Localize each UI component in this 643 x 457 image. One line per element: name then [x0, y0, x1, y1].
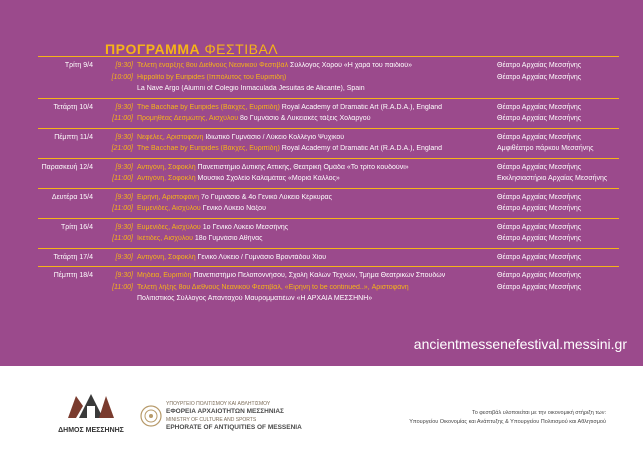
event-time: [11:00] [112, 235, 133, 243]
title-bold: ΠΡΟΓΡΑΜΜΑ [105, 41, 201, 57]
event-description [137, 254, 497, 261]
event-time: [21:00] [111, 145, 133, 153]
performer: 18ο Γυμνάσιο Αθήνας [192, 235, 263, 243]
event-description [137, 62, 497, 69]
play-title: Τελετή έναρξης 8ου Διεθνούς Νεανικού Φεστιβάλ [137, 62, 289, 70]
event-venue: Θέατρο Αρχαίας Μεσσήνης [497, 115, 582, 123]
event-time: [11:00] [112, 175, 133, 183]
event-time: [11:00] [112, 205, 133, 213]
event-time: [11:00] [112, 283, 133, 291]
play-title: The Bacchae by Euripides (Βάκχες, Ευριπίδη) [137, 103, 280, 111]
schedule-day [38, 266, 619, 308]
event-venue: Εκκλησιαστήριο Αρχαίας Μεσσήνης [497, 175, 608, 183]
event-venue: Θέατρο Αρχαίας Μεσσήνης [497, 205, 582, 213]
event-description [137, 284, 497, 291]
schedule-row [38, 60, 619, 72]
schedule-day [38, 98, 619, 128]
eph-ministry-gr: ΥΠΟΥΡΓΕΙΟ ΠΟΛΙΤΙΣΜΟΥ ΚΑΙ ΑΘΛΗΤΙΣΜΟΥ [166, 401, 271, 407]
schedule-row [38, 192, 619, 204]
event-venue: Θέατρο Αρχαίας Μεσσήνης [497, 223, 582, 231]
schedule-row [38, 143, 619, 155]
schedule-row [38, 162, 619, 174]
eph-ministry-en: MINISTRY OF CULTURE AND SPORTS [166, 417, 257, 423]
page-title [105, 41, 278, 57]
event-time: [9:30] [115, 193, 133, 201]
event-description [137, 74, 497, 81]
title-light: ΦΕΣΤΙΒΑΛ [204, 41, 279, 57]
dimos-messinis-logo [56, 392, 126, 434]
day-date: Τετάρτη 17/4 [53, 253, 93, 261]
day-date: Τρίτη 16/4 [60, 223, 93, 231]
schedule-row [38, 282, 619, 294]
play-title: Αντιγόνη, Σοφοκλή [137, 175, 196, 183]
play-title: Ευμενίδες, Αισχύλου [137, 205, 201, 213]
performer: Royal Academy of Dramatic Art (R.A.D.A.), England [279, 103, 443, 111]
event-description [137, 115, 497, 122]
dimos-logo-icon [66, 392, 116, 420]
event-venue: Αμφιθέατρο πάρκου Μεσσήνης [497, 145, 594, 153]
event-time: [10:00] [111, 73, 133, 81]
event-venue: Θέατρο Αρχαίας Μεσσήνης [497, 73, 582, 81]
event-venue: Θέατρο Αρχαίας Μεσσήνης [497, 283, 582, 291]
event-time: [9:30] [115, 103, 133, 111]
eph-ephorate-gr: ΕΦΟΡΕΙΑ ΑΡΧΑΙΟΤΗΤΩΝ ΜΕΣΣΗΝΙΑΣ [166, 408, 284, 415]
sponsor-note [409, 409, 606, 427]
play-title: Ευμενίδες, Αισχύλου [137, 223, 201, 231]
event-description [137, 224, 497, 231]
day-date: Τετάρτη 10/4 [53, 103, 93, 111]
play-title: Προμηθέας Δεσμώτης, Αισχύλου [137, 115, 239, 123]
schedule-row [38, 203, 619, 215]
event-description [137, 145, 497, 152]
event-description [137, 164, 497, 171]
performer: Γενικό Λύκειο Νάξου [200, 205, 266, 213]
event-time: [9:30] [115, 62, 133, 70]
event-description [137, 205, 497, 212]
dimos-caption: ΔΗΜΟΣ ΜΕΣΣΗΝΗΣ [58, 427, 124, 434]
event-description [137, 295, 497, 302]
schedule-row [38, 270, 619, 282]
event-venue: Θέατρο Αρχαίας Μεσσήνης [497, 103, 582, 111]
event-time: [9:30] [115, 163, 133, 171]
ephorate-logo [140, 400, 302, 432]
event-time: [9:30] [115, 223, 133, 231]
performer: Πολιτιστικός Σύλλογος Απανταχού Μαυρομματιέων «Η ΑΡΧΑΙΑ ΜΕΣΣΗΝΗ» [137, 295, 373, 303]
event-description [137, 175, 497, 182]
schedule-day [38, 218, 619, 248]
event-venue: Θέατρο Αρχαίας Μεσσήνης [497, 133, 582, 141]
schedule-row [38, 113, 619, 125]
schedule-row [38, 222, 619, 234]
schedule-row [38, 293, 619, 305]
event-description [137, 104, 497, 111]
performer: Ιδιωτικό Γυμνάσιο / Λύκειο Κολλέγιο Ψυχικού [203, 133, 345, 141]
event-time: [9:30] [115, 272, 133, 280]
schedule-row [38, 132, 619, 144]
event-description [137, 134, 497, 141]
schedule-row [38, 83, 619, 95]
event-venue: Θέατρο Αρχαίας Μεσσήνης [497, 193, 582, 201]
play-title: Ειρήνη, Αριστοφάνη [137, 193, 200, 201]
sponsor-line-2: Υπουργείου Οικονομίας και Ανάπτυξης & Υπουργείου Πολιτισμού και Αθλητισμού [409, 419, 606, 425]
play-title: Ικέτιδες, Αισχύλου [137, 235, 193, 243]
play-title: Μήδεια, Ευριπίδη [137, 272, 192, 280]
performer: 7ο Γυμνάσιο & 4ο Γενικό Λύκειο Κέρκυρας [199, 193, 332, 201]
schedule-table [38, 56, 619, 308]
schedule-row [38, 173, 619, 185]
performer: 1ο Γενικό Λύκειο Μεσσήνης [200, 223, 289, 231]
event-time: [11:00] [112, 115, 133, 123]
play-title: Hippolito by Euripides (Ιππόλυτος του Ευριπίδη) [137, 73, 287, 81]
sponsor-line-1: Το φεστιβάλ υλοποιείται με την οικονομική στήριξη των: [471, 410, 606, 416]
performer: Σύλλογος Χορού «Η χαρά του παιδιού» [288, 62, 413, 70]
schedule-day [38, 188, 619, 218]
event-time: [9:30] [115, 253, 133, 261]
event-venue: Θέατρο Αρχαίας Μεσσήνης [497, 253, 582, 261]
event-venue: Θέατρο Αρχαίας Μεσσήνης [497, 163, 582, 171]
schedule-day [38, 248, 619, 267]
day-date: Τρίτη 9/4 [64, 62, 93, 70]
day-date: Δευτέρα 15/4 [51, 193, 93, 201]
event-time: [9:30] [115, 133, 133, 141]
event-venue: Θέατρο Αρχαίας Μεσσήνης [497, 62, 582, 70]
ephorate-seal-icon [140, 405, 162, 427]
event-description [137, 235, 497, 242]
schedule-day [38, 56, 619, 98]
play-title: Αντιγόνη, Σοφοκλή [137, 253, 196, 261]
day-date: Πέμπτη 18/4 [53, 272, 93, 280]
day-date: Πέμπτη 11/4 [54, 133, 93, 141]
event-venue: Θέατρο Αρχαίας Μεσσήνης [497, 272, 582, 280]
event-description [137, 194, 497, 201]
event-venue: Θέατρο Αρχαίας Μεσσήνης [497, 235, 582, 243]
performer: Πανεπιστήμιο Πελοποννήσου, Σχολή Καλών Τεχνών, Τμήμα Θεατρικών Σπουδών [191, 272, 446, 280]
play-title: Νεφέλες, Αριστοφάνη [137, 133, 204, 141]
performer: Royal Academy of Dramatic Art (R.A.D.A.), England [279, 145, 443, 153]
schedule-row [38, 233, 619, 245]
performer: 8ο Γυμνάσιο & Λυκειακές τάξεις Χολαργού [238, 115, 371, 123]
event-description [137, 85, 497, 92]
schedule-row [38, 72, 619, 84]
schedule-day [38, 158, 619, 188]
performer: Γενικό Λύκειο / Γυμνάσιο Βροντάδου Χίου [195, 253, 327, 261]
play-title: The Bacchae by Euripides (Βάκχες, Ευριπίδη) [137, 145, 280, 153]
schedule-row [38, 102, 619, 114]
performer: Μουσικό Σχολείο Καλαμάτας «Μοριά Κάλλος» [195, 175, 340, 183]
event-description [137, 272, 497, 279]
eph-ephorate-en: EPHORATE OF ANTIQUITIES OF MESSENIA [166, 424, 302, 431]
performer: La Nave Argo (Alumni of Colegio Inmaculada Jesuitas de Alicante), Spain [137, 85, 365, 93]
performer: Πανεπιστήμιο Δυτικής Αττικής, Θεατρική Ομάδα «Το τρίτο κουδούνι» [195, 163, 409, 171]
play-title: Αντιγόνη, Σοφοκλή [137, 163, 196, 171]
festival-url-link[interactable]: ancientmessenefestival.messini.gr [413, 336, 627, 352]
day-date: Παρασκευή 12/4 [41, 163, 93, 171]
play-title: Τελετή λήξης 8ου Διεθνούς Νεανικού Φεστιβάλ, «Ειρήνη to be continued..», Αριστοφάνη [137, 283, 409, 291]
schedule-row [38, 252, 619, 264]
schedule-day [38, 128, 619, 158]
